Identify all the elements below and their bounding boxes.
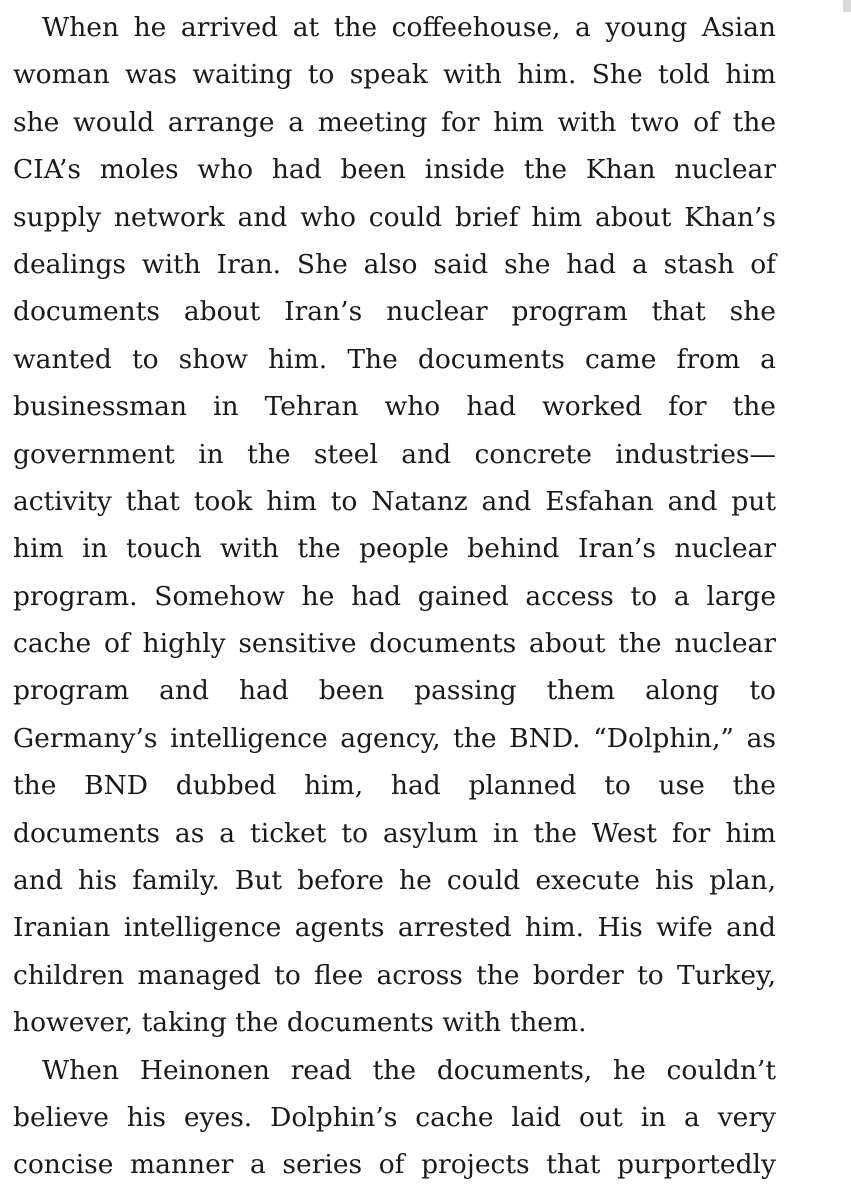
text-line: however, taking the documents with them. (13, 1007, 587, 1039)
text-line: children managed to flee across the border to Turkey, (13, 959, 776, 991)
text-line: she would arrange a meeting for him with two of the (13, 106, 776, 138)
text-line: supply network and who could brief him about Khan’s (13, 201, 776, 233)
text-line: Iranian intelligence agents arrested him. His wife and (13, 912, 776, 944)
text-line: When Heinonen read the documents, he couldn’t (42, 1054, 776, 1086)
text-line: documents about Iran’s nuclear program that she (13, 296, 776, 328)
text-line: and his family. But before he could execute his plan, (13, 865, 776, 897)
text-line: activity that took him to Natanz and Esfahan and put (13, 485, 776, 517)
text-line: documents as a ticket to asylum in the West for him (13, 817, 776, 849)
text-line: cache of highly sensitive documents about the nuclear (13, 628, 776, 660)
text-line: government in the steel and concrete industries— (13, 438, 776, 470)
scroll-indicator (843, 0, 851, 12)
text-line: program. Somehow he had gained access to a large (13, 580, 776, 612)
body-text (13, 4, 776, 1189)
text-line: him in touch with the people behind Iran’s nuclear (13, 533, 776, 565)
text-line: program and had been passing them along to (13, 675, 776, 707)
text-line: believe his eyes. Dolphin’s cache laid out in a very (13, 1101, 776, 1133)
text-line: concise manner a series of projects that purportedly (13, 1149, 776, 1181)
text-line: dealings with Iran. She also said she had a stash of (13, 248, 776, 280)
text-line: wanted to show him. The documents came from a (13, 343, 776, 375)
text-line: the BND dubbed him, had planned to use the (13, 770, 776, 802)
text-line: CIA’s moles who had been inside the Khan nuclear (13, 154, 776, 186)
text-line: When he arrived at the coffeehouse, a young Asian (42, 12, 776, 43)
text-line: woman was waiting to speak with him. She told him (13, 59, 776, 91)
text-line: Germany’s intelligence agency, the BND. “Dolphin,” as (13, 722, 776, 754)
text-line: businessman in Tehran who had worked for the (13, 391, 776, 423)
